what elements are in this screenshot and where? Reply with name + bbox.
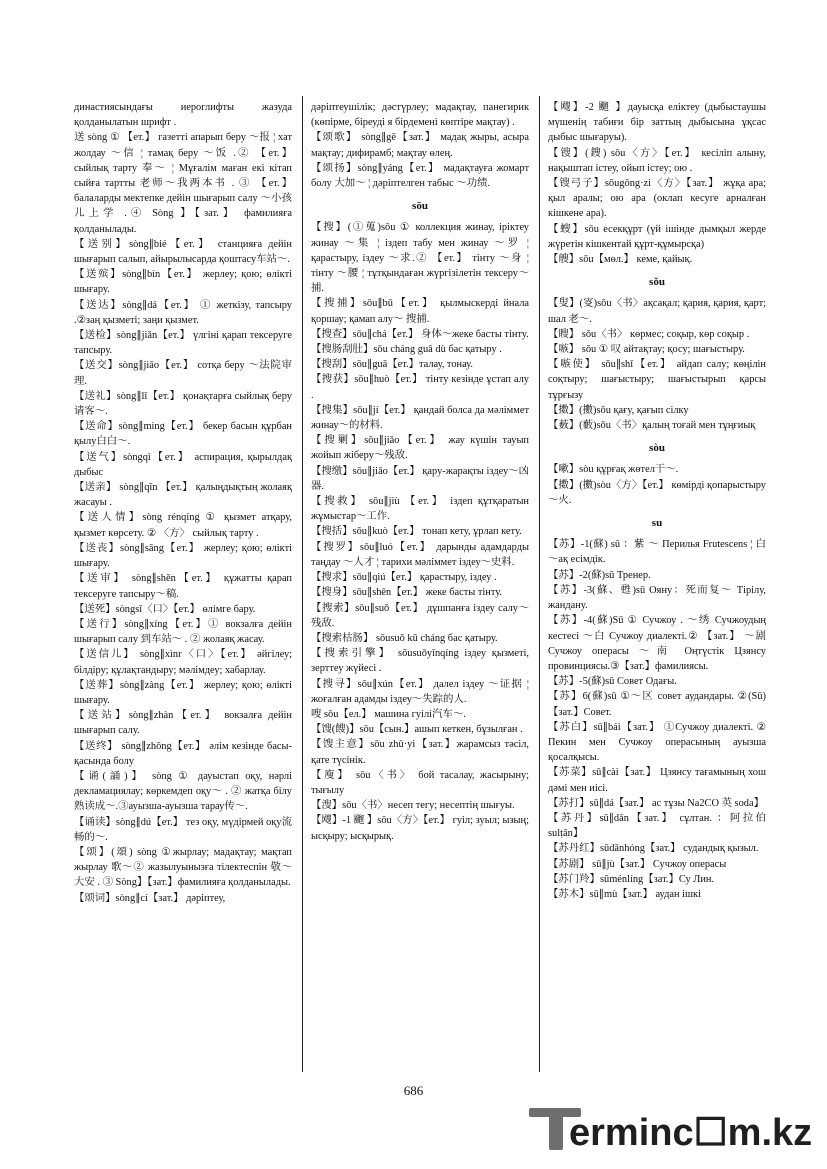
dictionary-entry: 【苏菜】sū∥cài【зат.】 Цзянсу тағамының хош дәмі мен иісі. (548, 767, 766, 794)
dictionary-entry: 【搜救】 sōu∥jiù 【ет.】 іздеп құтқаратын жұмыстар～工作. (311, 496, 529, 523)
column-divider-left (302, 96, 303, 1072)
dictionary-entry: 【搜罗】sōu∥luó【ет.】 дарынды адамдарды таңдау ～人才 ¦ тарихи мәліммет іздеу～史料. (311, 541, 529, 568)
dictionary-column-3 (548, 100, 766, 1070)
dictionary-entry: 【廋】 sōu〈书〉 бой тасалау, жасырыну; тығылу (311, 769, 529, 796)
dictionary-entry: 【苏】-3(蘇、甦)sū Ояну：死而复～ Тірілу, жандану. (548, 584, 766, 612)
dictionary-entry: 【苏】-1(蘇) sū ：紫 ～ Перилья Frutescens ¦ 白～ақ есімдік. (548, 539, 766, 566)
dictionary-entry: 【送命】sòng∥mìng【ет.】 бекер басын құрбан қылу白白～. (74, 421, 292, 448)
dictionary-entry: 【送别】sòng∥bié【ет.】 станцияға дейін шығарып салып, айырылысарда қоштасу车站～. (74, 238, 292, 266)
dictionary-entry: 【螋】sōu есекқұрт (үй ішінде дымқыл жерде жүретін кішкентай құрт-құмырсқа) (548, 223, 766, 250)
dictionary-entry: 【擞】(擻)sòu〈方〉【ет.】 көмірді қопарыстыру ～火. (548, 479, 766, 506)
dictionary-entry: 【艘】sōu【мөл.】 кеме, қайық. (548, 254, 693, 266)
dictionary-entry: 【搜刮】sōu∥guā【ет.】талау, тонау. (311, 359, 473, 371)
dictionary-entry: 【锼弓子】sōugōng·zi〈方〉【зат.】 жұқа ара; қыл аралы; ою ара (оклап кесуге арналған кішкене ара). (548, 178, 766, 220)
dictionary-entry: 【送礼】sòng∥lǐ【ет.】 қонақтарға сыйлық беру请客～. (74, 390, 292, 418)
dictionary-entry: 【苏剧】 sū∥jù【зат.】 Сучжоу операсы (548, 858, 727, 870)
dictionary-entry: 【嗾】 sǒu ① 叹 айтақтау; қосу; шағыстыру. (548, 344, 745, 356)
dictionary-entry: 【苏】-4(蘇)Sū ① Сучжоу . ～绣 Сучжоудың кестесі ～白 Сучжоу диалекті.② 【зат.】 ～剧 Сучжоу операсы ～南 Оңтүстік Цзянсу провинциясы.③【зат.】фамилиясы. (548, 615, 766, 672)
dictionary-entry: 【送终】 sòng∥zhōng【ет.】 әлім кезінде басы-қасында болу (74, 740, 292, 767)
dictionary-entry: 【叟】(叜)sǒu〈书〉ақсақал; қария, қария, қарт; шал 老～. (548, 298, 766, 325)
dictionary-entry: 【送达】sòng∥dá【ет.】 ① жеткізу, тапсыру .②заң қызметі; заңи қызмет. (74, 299, 292, 326)
dictionary-column-2 (311, 100, 529, 1070)
dictionary-entry: 【送死】sòngsǐ〈口〉【ет.】 өлімге бару. (74, 603, 256, 615)
dictionary-entry: 【颂扬】sòng∥yáng【ет.】 мадақтауға жомарт болу 大加～ ¦ дәріптелген табыс ～功绩. (311, 162, 529, 190)
dictionary-entry: 【搜求】sōu∥qiú【ет.】 қарастыру, іздеу . (311, 572, 497, 584)
dictionary-entry: 【擞】(擻)sǒu қағу, қағып сілку (548, 404, 689, 416)
dictionary-entry: 【馊主意】sōu zhǔ·yi【зат.】жарамсыз тәсіл, қате түсінік. (311, 739, 529, 766)
dictionary-entry: 【送检】sòng∥jiǎn【ет.】 үлгіні қарап тексеруге тапсыру. (74, 330, 292, 357)
dictionary-entry: 【颂】(頌) sòng ①жырлау; мадақтау; мақтап жырлау 歌～② жазылуынызға тілектеспін 敬～大安 . ③ Sòng】【зат.】фамилияға қолданылады. (74, 846, 292, 889)
dictionary-entry: 【搜索】sōu∥suǒ【ет.】 дұшпанға іздеу салу～残敌. (311, 602, 529, 629)
dictionary-entry: 【送审】 sòng∥shěn【ет.】 құжатты қарап тексеруге тапсыру～稿. (74, 573, 292, 600)
dictionary-entry: 【苏门羚】sūménlíng【зат.】Су Лин. (548, 873, 715, 885)
dictionary-entry: 【送殡】sòng∥bìn【ет.】 жерлеу; қою; өлікті шығару. (74, 269, 292, 296)
dictionary-entry: 【苏】-5(蘇)sū Совет Одағы. (548, 676, 677, 688)
dictionary-entry: 【苏丹红】sūdānhóng【зат.】 судандық қызыл. (548, 843, 759, 855)
dictionary-entry: 【送人情】sòng rénqíng ① қызмет атқару, қызмет көрсету. ② 〈方〉 сыйлық тарту . (74, 512, 292, 539)
watermark-text: erminc☐m.kz (569, 1112, 813, 1154)
dictionary-entry: 【搜捕】sōu∥bǔ【ет.】 қылмыскерді йнала қоршау; қамап алу～ 搜捕. (311, 298, 529, 325)
dictionary-entry: 【飕】-1 飀 】sōu〈方〉【ет.】 гуіл; зуыл; ызың; ысқыру; ысқырық. (311, 815, 529, 842)
dictionary-entry: 【锼】(鎪) sōu〈方〉【ет.】 кесіліп алыну, нақыштап істеу, ойып істеу; ою . (548, 147, 766, 174)
dictionary-entry: 【送交】sòng∥jiāo【ет.】 сотқа беру ～法院审理. (74, 360, 292, 387)
dictionary-entry: 【苏白】sū∥bái【зат.】 ①Сучжоу диалекті. ② Пекин мен Сучжоу операсының ауызша қосалқысы. (548, 721, 766, 764)
dictionary-entry: 【搜肠刮肚】sōu cháng guā dù бас қатыру . (311, 344, 502, 356)
dictionary-entry: династиясындағы иероглифты жазуда қолданылатын шрифт . (74, 102, 292, 129)
dictionary-entry: 【苏打】sū∥dá【зат.】 ас тұзы Na2CO 英 soda】 (548, 797, 764, 809)
dictionary-entry: 【搜剿】sōu∥jiǎo【ет.】 жау күшін тауып жойып жіберу～残敌. (311, 435, 529, 462)
dictionary-entry: 【搜寻】sōu∥xún【ет.】 далел іздеу ～证据 ¦ жоғалған адамды іздеу～失踪的人. (311, 678, 529, 705)
logo-t-stem-shape (549, 1112, 563, 1150)
dictionary-entry: 【送丧】sòng∥sāng【ет.】 жерлеу; қою; өлікті шығару. (74, 542, 292, 570)
section-heading: sōu (412, 200, 428, 213)
dictionary-entry: 【搜集】sōu∥jí【ет.】 қандай болса да мәліммет жинау～的材料. (311, 404, 529, 432)
dictionary-entry: 【搜括】sōu∥kuò【ет.】 тонап кету, ұрлап кету. (311, 526, 522, 538)
column-divider-right (539, 96, 540, 1072)
dictionary-entry: 【苏丹】sū∥dān【зат.】 сұлтан. ：阿拉伯 sulṭān】 (548, 812, 766, 840)
dictionary-entry: 【瞍】 sǒu〈书〉 көрмес; соқыр, көр соқыр . (548, 328, 750, 340)
dictionary-entry: 【颂歌】 sòng∥gē【зат.】 мадақ жыры, асыра мақтау; дифирамб; мақтау өлең. (311, 132, 529, 159)
section-heading: sǒu (649, 276, 665, 289)
dictionary-entry: 【溲】sōu〈书〉несеп тегу; несептің шығуы. (311, 800, 515, 812)
dictionary-entry: 【嗽】sòu құрғақ жөтел干～. (548, 464, 679, 476)
termincom-watermark-logo (527, 1098, 817, 1158)
dictionary-entry: 【诵(誦)】 sòng ① дауыстап оқу, нәрлі декламациялау; көркемдеп оқу～ . ② жатқа білу 熟读成～.③ауызша-ауызша тарау传～. (74, 770, 292, 813)
section-heading: sòu (649, 442, 665, 455)
dictionary-entry: 【诵读】sòng∥dú【ет.】 тез оқу, мүдірмей оқу流畅的～. (74, 816, 292, 843)
dictionary-entry: 【馊(餿)】sōu【сын.】ашып кеткен, бұзылған . (311, 724, 523, 736)
dictionary-entry: 【搜索引擎】 sōusuǒyǐnqíng іздеу қызметі, зерттеу жүйесі . (311, 648, 529, 675)
dictionary-entry: 【送亲】 sòng∥qīn 【ет.】 қалыңдықтың жолаяқ жасауы . (74, 482, 292, 509)
dictionary-column-1 (74, 100, 292, 1070)
dictionary-entry: 【送信儿】 sòng∥xìnr〈口〉【ет.】 әйгілеу; білдіру; құлақтандыру; мәлімдеу; хабарлау. (74, 649, 292, 676)
dictionary-entry: 【送站】sòng∥zhàn【ет.】 вокзалға дейін шығарып салу. (74, 710, 292, 737)
section-heading: su (651, 517, 663, 530)
dictionary-entry: 送 sòng ① 【ет.】 газетті апарып беру ～报 ¦ хат жолдау ～信 ¦ тамақ беру ～饭 .② 【ет.】 сыйлық тарту 奉～ ¦ Мұғалім маған екі кітап сыйға тартты 老师～我两本书 . ③ 【ет.】 балаларды мектепке дейін шығарып салу ～小孩儿上学 .④ Sòng 】【зат.】 фамилияға қолданылады. (74, 132, 292, 235)
dictionary-entry: 【颂词】sòng∥cí【зат.】 дәріптеу, (74, 892, 226, 904)
dictionary-entry: 【搜】(①蒐)sōu ① коллекция жинау, іріктеу жинау ～集 ¦ іздеп табу мен жинау ～罗 ¦ қарастыру, іздеу ～求.② 【ет.】 тінту ～身 ¦ тінту ～腰 ¦ тұтқындаған жүргізілетін тексеру～捕. (311, 222, 529, 295)
dictionary-entry: 【苏】6(蘇)sū ①～区 совет аудандары. ②(Sū)【зат.】Совет. (548, 691, 766, 718)
dictionary-entry: 嗖 sōu【ел.】 машина гуілі汽车～. (311, 708, 466, 720)
dictionary-entry: 【搜身】sōu∥shēn【ет.】 жеке басты тінту. (311, 587, 503, 599)
dictionary-entry: 【薮】(藪)sǒu〈书〉қалың тоғай мен тұңғиық (548, 420, 756, 432)
dictionary-entry: 【嗾使】 sǒu∥shǐ【ет.】 айдап салу; көңілін соқтыру; шағыстыру; шағыстырып қарсы тұрғызу (548, 359, 766, 401)
page-number: 686 (403, 1083, 424, 1098)
dictionary-entry: 【搜获】sōu∥huò【ет.】 тінту кезінде ұстап алу . (311, 374, 529, 401)
dictionary-entry: 【搜查】sōu∥chá【ет.】 身体～жеке басты тінту. (311, 328, 529, 340)
dictionary-entry: 【飕】-2 飀 】дауысқа еліктеу (дыбыстаушы мүшенің табиғи бір заттың дыбысына ұқсас дыбыс шығаруы). (548, 102, 766, 144)
dictionary-entry: 【送气】sòngqì【ет.】 аспирация, қырылдақ дыбыс (74, 451, 292, 478)
dictionary-entry: 【搜索枯肠】 sōusuǒ kū cháng бас қатыру. (311, 632, 498, 644)
dictionary-entry: 【送行】sòng∥xíng【ет.】① вокзалға дейін шығарып салу 到车站～ . ② жолаяқ жасау. (74, 618, 292, 646)
dictionary-entry: 【送葬】sòng∥zàng【ет.】 жерлеу; қою; өлікті шығару. (74, 679, 292, 706)
dictionary-entry: 【苏木】sū∥mù【зат.】 аудан ішкі (548, 888, 701, 900)
dictionary-entry: 【苏】-2(蘇)sū Тренер. (548, 569, 651, 581)
dictionary-entry: 【搜缴】sōu∥jiǎo【ет.】 қару-жарақты іздеу～凶器. (311, 465, 529, 492)
dictionary-entry: дәріптеушілік; дәстүрлеу; мадақтау, панегирик (көпірме, біреуді я бірдемені көптіре мақтау) . (311, 102, 529, 129)
